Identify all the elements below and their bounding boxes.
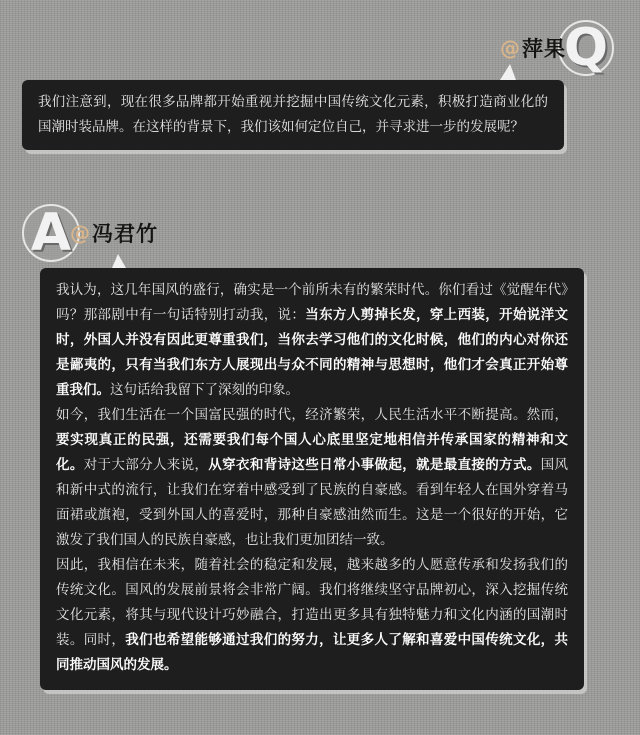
answer-paragraph — [56, 553, 568, 678]
question-badge-letter: Q — [563, 18, 609, 78]
answer-text: 国风和新中式的流行，让我们在穿着中感受到了民族的自豪感。看到年轻人在国外穿着马面裙或旗袍，受到外国人的喜爱时，那种自豪感油然而生。这是一个很好的开始，它激发了我们国人的民族自豪感，也让我们更加团结一致。 — [56, 457, 569, 548]
answer-bubble-tail — [112, 254, 126, 268]
answer-header — [22, 203, 158, 263]
question-header — [500, 18, 614, 78]
answer-text: 我认为，这几年国风的盛行，确实是一个前所未有的繁荣时代。你们看过《觉醒年代》吗？那部剧中有一句话特别打动我，说： — [56, 282, 568, 323]
responder-name: 冯君竹 — [92, 222, 158, 246]
answer-emphasis: 从穿衣和背诗这些日常小事做起，就是最直接的方式。 — [208, 457, 541, 473]
answer-emphasis: 当东方人剪掉长发，穿上西装，开始说洋文时，外国人并没有因此更尊重我们，当你去学习他们的文化时候，他们的内心对你还是鄙夷的，只有当我们东方人展现出与众不同的精神与思想时，他们才会真正开始尊重我们。 — [56, 307, 568, 398]
answer-paragraph — [56, 278, 568, 403]
question-bubble — [22, 80, 564, 150]
question-badge-icon — [558, 20, 614, 76]
answer-text: 因此，我相信在未来，随着社会的稳定和发展，越来越多的人愿意传承和发扬我们的传统文化。国风的发展前景将会非常广阔。我们将继续坚守品牌初心，深入挖掘传统文化元素，将其与现代设计巧妙融合，打造出更多具有独特魅力和文化内涵的国潮时装。同时， — [56, 557, 568, 648]
question-bubble-tail — [500, 64, 516, 80]
answer-emphasis: 我们也希望能够通过我们的努力，让更多人了解和喜爱中国传统文化，共同推动国风的发展。 — [56, 632, 569, 673]
answer-paragraph — [56, 403, 568, 553]
answer-text: 这句话给我留下了深刻的印象。 — [110, 382, 299, 398]
answer-text: 对于大部分人来说， — [83, 457, 209, 473]
answer-text: 如今，我们生活在一个国富民强的时代，经济繁荣，人民生活水平不断提高。然而， — [56, 407, 568, 423]
answer-emphasis: 要实现真正的民强，还需要我们每个国人心底里坚定地相信并传承国家的精神和文化。 — [56, 432, 568, 473]
asker-handle[interactable] — [500, 33, 566, 63]
at-symbol: @ — [500, 36, 520, 60]
answer-bubble — [40, 268, 584, 690]
answer-badge-letter: A — [30, 203, 72, 263]
at-symbol: @ — [70, 221, 90, 245]
responder-handle[interactable] — [70, 218, 158, 248]
question-text: 我们注意到，现在很多品牌都开始重视并挖掘中国传统文化元素，积极打造商业化的国潮时装品牌。在这样的背景下，我们该如何定位自己，并寻求进一步的发展呢？ — [38, 94, 548, 135]
asker-name: 萍果 — [522, 37, 566, 61]
